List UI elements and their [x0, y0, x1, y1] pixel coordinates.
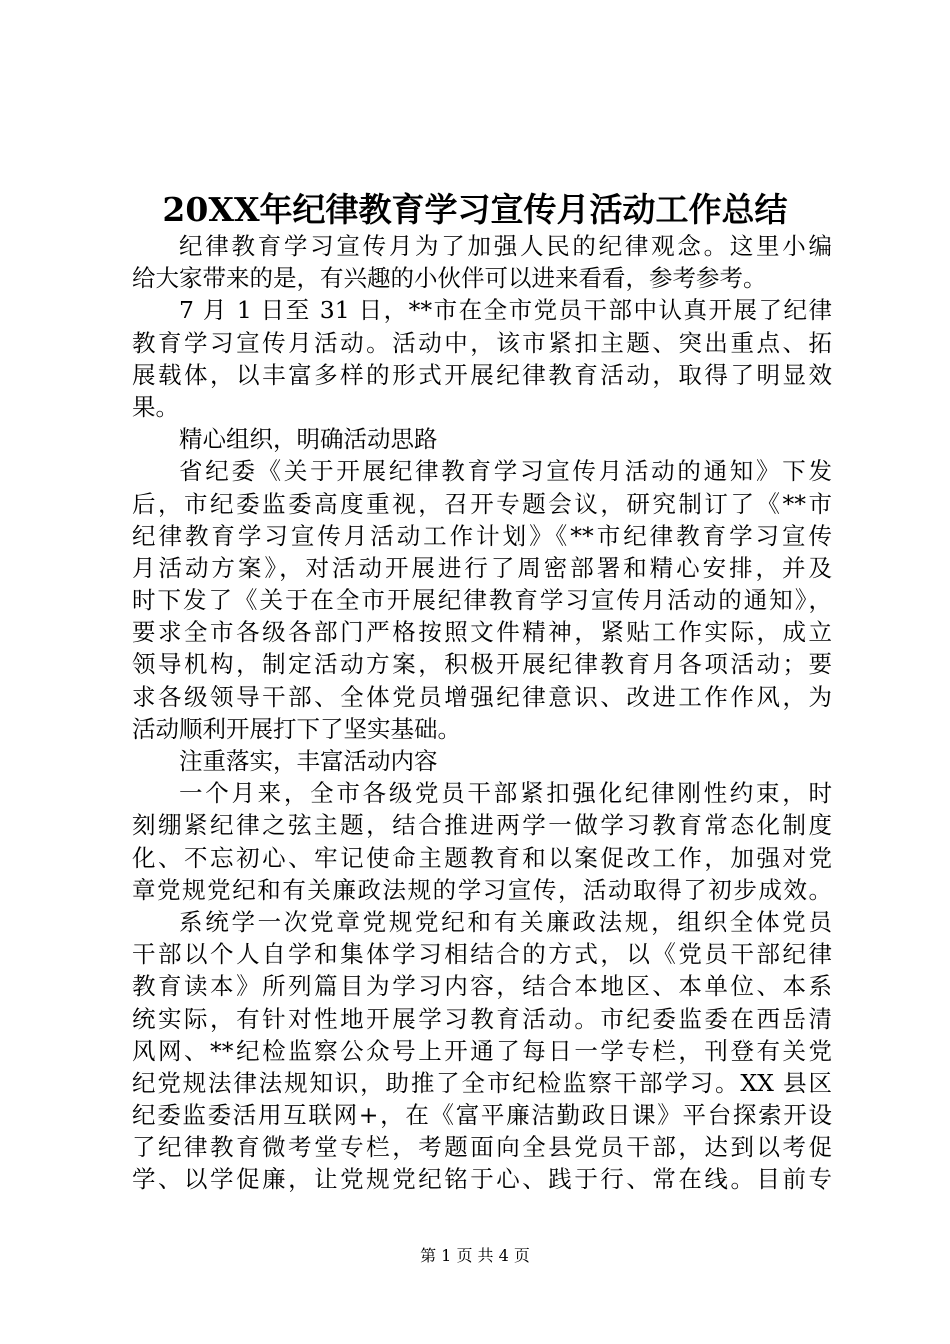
- text-line: 系统学一次党章党规党纪和有关廉政法规，组织全体党员: [179, 907, 832, 936]
- text-line: 7 月 1 日至 31 日，**市在全市党员干部中认真开展了纪律: [179, 296, 832, 325]
- document-title: 20XX年纪律教育学习宣传月活动工作总结: [162, 190, 788, 229]
- text-line: 果。: [132, 392, 179, 421]
- text-line: 教育学习宣传月活动。活动中，该市紧扣主题、突出重点、拓: [132, 328, 832, 357]
- text-line: 活动顺利开展打下了坚实基础。: [132, 714, 461, 743]
- text-line: 章党规党纪和有关廉政法规的学习宣传，活动取得了初步成效。: [132, 875, 832, 904]
- text-line: 月活动方案》，对活动开展进行了周密部署和精心安排，并及: [132, 553, 832, 582]
- text-line: 纪委监委活用互联网+，在《富平廉洁勤政日课》平台探索开设: [132, 1101, 832, 1130]
- text-line: 注重落实，丰富活动内容: [179, 747, 438, 775]
- text-line: 展载体，以丰富多样的形式开展纪律教育活动，取得了明显效: [132, 360, 832, 389]
- text-line: 领导机构，制定活动方案，积极开展纪律教育月各项活动；要: [132, 650, 832, 679]
- text-line: 教育读本》所列篇目为学习内容，结合本地区、本单位、本系: [132, 972, 832, 1001]
- text-line: 纪律教育学习宣传月活动工作计划》《**市纪律教育学习宣传: [132, 521, 832, 550]
- text-line: 要求全市各级各部门严格按照文件精神，紧贴工作实际，成立: [132, 618, 832, 647]
- text-line: 省纪委《关于开展纪律教育学习宣传月活动的通知》下发: [179, 457, 832, 486]
- document-body: [132, 230, 832, 1196]
- text-line: 后，市纪委监委高度重视，召开专题会议，研究制订了《**市: [132, 489, 832, 518]
- text-line: 求各级领导干部、全体党员增强纪律意识、改进工作作风，为: [132, 682, 832, 711]
- text-line: 一个月来，全市各级党员干部紧扣强化纪律刚性约束，时: [179, 779, 832, 808]
- text-line: 了纪律教育微考堂专栏，考题面向全县党员干部，达到以考促: [132, 1133, 832, 1162]
- text-line: 统实际，有针对性地开展学习教育活动。市纪委监委在西岳清: [132, 1004, 832, 1033]
- page-footer: 第 1 页 共 4 页: [420, 1246, 530, 1265]
- text-line: 刻绷紧纪律之弦主题，结合推进两学一做学习教育常态化制度: [132, 811, 832, 840]
- text-line: 风网、**纪检监察公众号上开通了每日一学专栏，刊登有关党: [132, 1036, 832, 1065]
- text-line: 给大家带来的是，有兴趣的小伙伴可以进来看看，参考参考。: [132, 264, 767, 293]
- text-line: 纪律教育学习宣传月为了加强人民的纪律观念。这里小编: [179, 232, 832, 260]
- text-line: 学、以学促廉，让党规党纪铭于心、践于行、常在线。目前专: [132, 1165, 832, 1194]
- text-line: 时下发了《关于在全市开展纪律教育学习宣传月活动的通知》，: [132, 586, 832, 615]
- text-line: 纪党规法律法规知识，助推了全市纪检监察干部学习。XX 县区: [132, 1068, 832, 1097]
- text-line: 干部以个人自学和集体学习相结合的方式，以《党员干部纪律: [132, 940, 832, 969]
- text-line: 精心组织，明确活动思路: [179, 425, 438, 454]
- text-line: 化、不忘初心、牢记使命主题教育和以案促改工作，加强对党: [132, 843, 832, 872]
